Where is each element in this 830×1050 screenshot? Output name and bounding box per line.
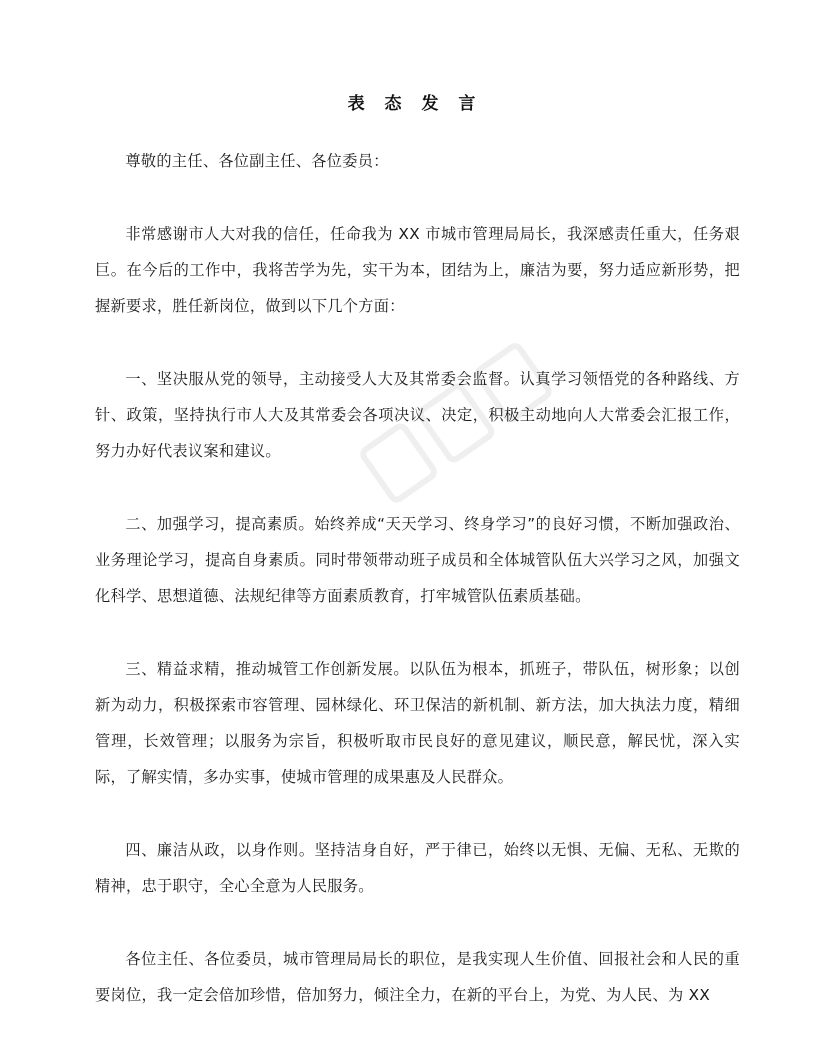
paragraph-point-4: 四、廉洁从政，以身作则。坚持洁身自好，严于律已，始终以无惧、无偏、无私、无欺的精神，忠于职守，全心全意为人民服务。 [95, 841, 740, 895]
paragraph-point-1: 一、坚决服从党的领导，主动接受人大及其常委会监督。认真学习领悟党的各种路线、方针、政策，坚持执行市人大及其常委会各项决议、决定，积极主动地向人大常委会汇报工作，努力办好代表议案和建议。 [95, 370, 740, 460]
salutation-paragraph: 尊敬的主任、各位副主任、各位委员： [125, 152, 389, 170]
paragraph-point-2: 二、加强学习，提高素质。始终养成“天天学习、终身学习”的良好习惯，不断加强政治、业务理论学习，提高自身素质。同时带领带动班子成员和全体城管队伍大兴学习之风，加强文化科学、思想道德、法规纪律等方面素质教育，打牢城管队伍素质基础。 [95, 515, 740, 605]
paragraph-point-3: 三、精益求精，推动城管工作创新发展。以队伍为根本，抓班子，带队伍，树形象；以创新为动力，积极探索市容管理、园林绿化、环卫保洁的新机制、新方法，加大执法力度，精细管理，长效管理；以服务为宗旨，积极听取市民良好的意见建议，顺民意，解民忧，深入实际，了解实情，多办实事，使城市管理的成果惠及人民群众。 [95, 660, 740, 786]
paragraph-intro: 非常感谢市人大对我的信任，任命我为 XX 市城市管理局局长，我深感责任重大，任务艰巨。在今后的工作中，我将苦学为先，实干为本，团结为上，廉洁为要，努力适应新形势，把握新要求，胜任新岗位，做到以下几个方面： [95, 225, 740, 315]
document-body [95, 143, 740, 1050]
document-title: 表 态 发 言 [347, 94, 483, 114]
paragraph-closing: 各位主任、各位委员，城市管理局局长的职位，是我实现人生价值、回报社会和人民的重要岗位，我一定会倍加珍惜，倍加努力，倾注全力，在新的平台上，为党、为人民、为 XX [95, 950, 740, 1004]
